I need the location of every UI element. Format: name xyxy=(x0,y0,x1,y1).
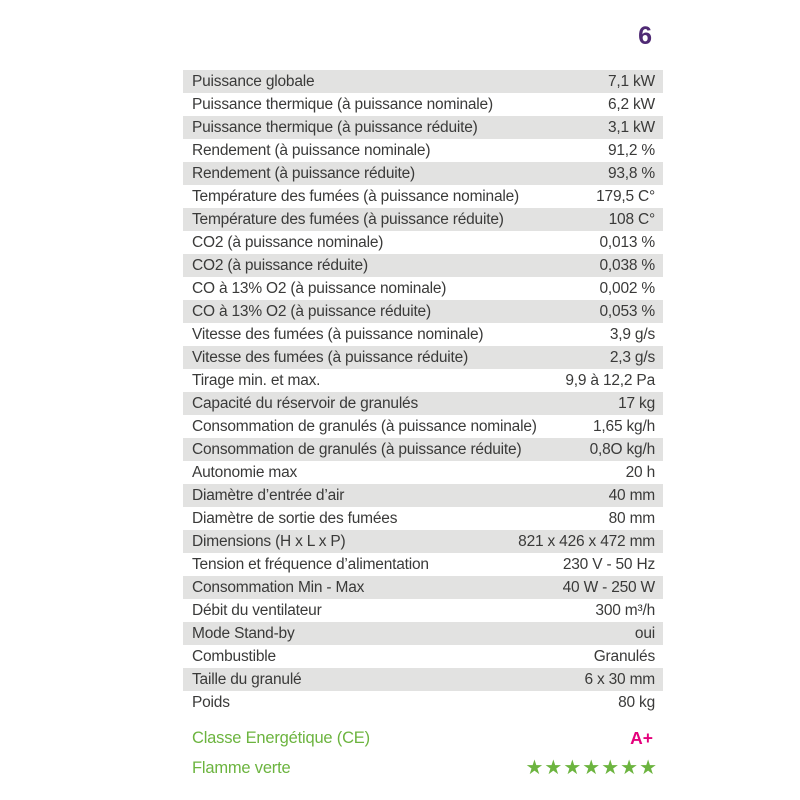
table-row xyxy=(183,93,663,116)
spec-label: Rendement (à puissance nominale) xyxy=(192,142,431,159)
table-row xyxy=(183,392,663,415)
spec-label: Mode Stand-by xyxy=(192,625,295,642)
spec-label: Capacité du réservoir de granulés xyxy=(192,395,419,412)
flamme-verte-stars-icon: ★★★★★★★ xyxy=(525,757,658,779)
flamme-verte-row xyxy=(183,756,663,781)
table-row xyxy=(183,668,663,691)
spec-label: Débit du ventilateur xyxy=(192,602,322,619)
spec-value: 0,8O kg/h xyxy=(589,441,655,458)
spec-value: 7,1 kW xyxy=(607,73,655,90)
spec-label: Poids xyxy=(192,694,230,711)
specifications-table xyxy=(183,70,663,714)
highlight-rows xyxy=(183,726,663,786)
spec-label: Dimensions (H x L x P) xyxy=(192,533,346,550)
table-row xyxy=(183,231,663,254)
table-row xyxy=(183,622,663,645)
table-row xyxy=(183,70,663,93)
spec-value: 0,053 % xyxy=(599,303,655,320)
energy-class-row xyxy=(183,726,663,751)
table-row xyxy=(183,185,663,208)
spec-value: Granulés xyxy=(593,648,655,665)
spec-value: 80 mm xyxy=(608,510,655,527)
spec-label: Consommation de granulés (à puissance nominale) xyxy=(192,418,537,435)
spec-value: 3,1 kW xyxy=(607,119,655,136)
table-row xyxy=(183,507,663,530)
spec-label: CO à 13% O2 (à puissance réduite) xyxy=(192,303,431,320)
table-row xyxy=(183,254,663,277)
spec-label: Autonomie max xyxy=(192,464,298,481)
spec-label: Vitesse des fumées (à puissance réduite) xyxy=(192,349,469,366)
energy-class-label: Classe Energétique (CE) xyxy=(192,729,370,747)
spec-value: 300 m³/h xyxy=(595,602,655,619)
spec-value: 2,3 g/s xyxy=(609,349,655,366)
spec-label: Rendement (à puissance réduite) xyxy=(192,165,415,182)
table-row xyxy=(183,484,663,507)
spec-value: 821 x 426 x 472 mm xyxy=(518,533,655,550)
spec-value: 40 W - 250 W xyxy=(562,579,655,596)
spec-label: Tension et fréquence d’alimentation xyxy=(192,556,429,573)
table-row xyxy=(183,599,663,622)
spec-label: Température des fumées (à puissance réduite) xyxy=(192,211,504,228)
spec-value: 20 h xyxy=(625,464,655,481)
spec-value: 6,2 kW xyxy=(607,96,655,113)
table-row xyxy=(183,645,663,668)
table-row xyxy=(183,346,663,369)
table-row xyxy=(183,415,663,438)
table-row xyxy=(183,162,663,185)
spec-label: CO à 13% O2 (à puissance nominale) xyxy=(192,280,447,297)
spec-label: Consommation de granulés (à puissance réduite) xyxy=(192,441,522,458)
table-row xyxy=(183,576,663,599)
spec-label: Vitesse des fumées (à puissance nominale) xyxy=(192,326,484,343)
table-row xyxy=(183,530,663,553)
spec-value: 9,9 à 12,2 Pa xyxy=(565,372,655,389)
spec-value: 40 mm xyxy=(608,487,655,504)
spec-value: 93,8 % xyxy=(607,165,655,182)
spec-label: CO2 (à puissance réduite) xyxy=(192,257,368,274)
spec-label: Taille du granulé xyxy=(192,671,302,688)
spec-value: 0,013 % xyxy=(599,234,655,251)
spec-value: 91,2 % xyxy=(607,142,655,159)
spec-label: Puissance globale xyxy=(192,73,315,90)
spec-label: Puissance thermique (à puissance nominale) xyxy=(192,96,493,113)
table-row xyxy=(183,553,663,576)
spec-value: oui xyxy=(634,625,655,642)
spec-label: Température des fumées (à puissance nominale) xyxy=(192,188,520,205)
table-row xyxy=(183,438,663,461)
table-row xyxy=(183,277,663,300)
spec-label: Diamètre de sortie des fumées xyxy=(192,510,398,527)
energy-class-value: A+ xyxy=(630,728,653,748)
spec-value: 6 x 30 mm xyxy=(584,671,655,688)
spec-value: 179,5 C° xyxy=(596,188,655,205)
table-row xyxy=(183,691,663,714)
spec-value: 80 kg xyxy=(618,694,655,711)
spec-value: 3,9 g/s xyxy=(609,326,655,343)
page-number: 6 xyxy=(638,22,652,50)
table-row xyxy=(183,323,663,346)
flamme-verte-label: Flamme verte xyxy=(192,759,291,777)
spec-label: Puissance thermique (à puissance réduite) xyxy=(192,119,478,136)
spec-value: 0,002 % xyxy=(599,280,655,297)
spec-value: 230 V - 50 Hz xyxy=(562,556,655,573)
table-row xyxy=(183,139,663,162)
spec-label: Combustible xyxy=(192,648,276,665)
table-row xyxy=(183,300,663,323)
spec-label: Consommation Min - Max xyxy=(192,579,365,596)
spec-value: 1,65 kg/h xyxy=(593,418,655,435)
spec-value: 17 kg xyxy=(618,395,655,412)
table-row xyxy=(183,369,663,392)
spec-value: 108 C° xyxy=(608,211,655,228)
spec-label: Diamètre d’entrée d’air xyxy=(192,487,345,504)
spec-value: 0,038 % xyxy=(599,257,655,274)
spec-label: Tirage min. et max. xyxy=(192,372,321,389)
table-row xyxy=(183,208,663,231)
spec-label: CO2 (à puissance nominale) xyxy=(192,234,384,251)
table-row xyxy=(183,116,663,139)
table-row xyxy=(183,461,663,484)
